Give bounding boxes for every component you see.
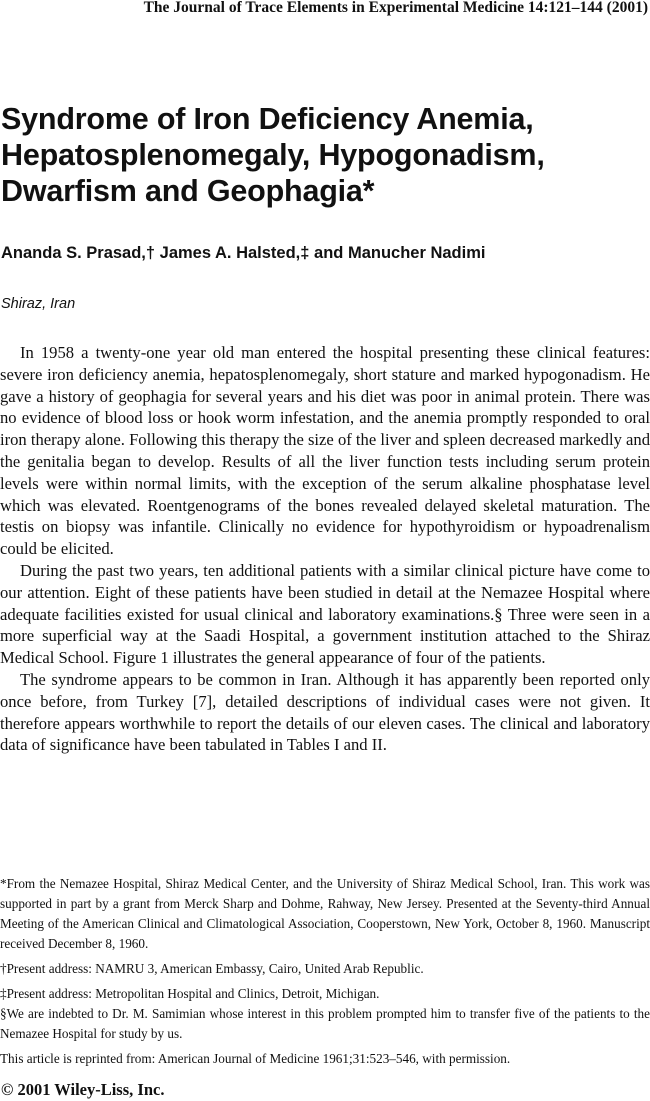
title-line: Hepatosplenomegaly, Hypogonadism,	[1, 138, 545, 172]
body-paragraph: In 1958 a twenty-one year old man entered the hospital presenting these clinical features: severe iron deficiency anemia, hepatosplenomegaly, short stature and marked hypogonadism. He gave a history of geophagia for several years and his diet was poor in animal protein. There was no evidence of blood loss or hook worm infestation, and the anemia promptly responded to oral iron therapy alone. Following this therapy the size of the liver and spleen decreased markedly and the genitalia began to develop. Results of all the liver function tests including serum protein levels were within normal limits, with the exception of the serum alkaline phosphatase level which was elevated. Roentgenograms of the bones revealed delayed skeletal maturation. The testis on biopsy was infantile. Clinically no evidence for hypothyroidism or hypoadrenalism could be elicited.	[0, 343, 650, 559]
footnote-section: §We are indebted to Dr. M. Samimian whose interest in this problem prompted him to transfer five of the patients to the Nemazee Hospital for study by us.	[0, 1006, 650, 1041]
footnote-reprint: This article is reprinted from: American Journal of Medicine 1961;31:523–546, with permission.	[0, 1051, 511, 1066]
footnotes	[0, 874, 650, 1069]
author-list: Ananda S. Prasad,† James A. Halsted,‡ and Manucher Nadimi	[1, 244, 486, 262]
footnote-funding: *From the Nemazee Hospital, Shiraz Medical Center, and the University of Shiraz Medical School, Iran. This work was supported in part by a grant from Merck Sharp and Dohme, Rahway, New Jersey. Presented at the Seventy-third Annual Meeting of the American Clinical and Climatological Association, Cooperstown, New York, October 8, 1960. Manuscript received December 8, 1960.	[0, 876, 650, 951]
body-paragraph: The syndrome appears to be common in Iran. Although it has apparently been reported only once before, from Turkey [7], detailed descriptions of individual cases were not given. It therefore appears worthwhile to report the details of our eleven cases. The clinical and laboratory data of significance have been tabulated in Tables I and II.	[0, 669, 650, 755]
copyright-notice: © 2001 Wiley-Liss, Inc.	[1, 1080, 165, 1099]
body-paragraph: During the past two years, ten additional patients with a similar clinical picture have come to our attention. Eight of these patients have been studied in detail at the Nemazee Hospital where adequate facilities existed for usual clinical and laboratory examinations.§ Three were seen in a more superficial way at the Saadi Hospital, a government institution attached to the Shiraz Medical School. Figure 1 illustrates the general appearance of four of the patients.	[0, 560, 650, 668]
affiliation: Shiraz, Iran	[1, 296, 76, 312]
footnote-double-dagger: ‡Present address: Metropolitan Hospital and Clinics, Detroit, Michigan.	[0, 986, 380, 1001]
title-line: Dwarfism and Geophagia*	[1, 174, 375, 208]
title-line: Syndrome of Iron Deficiency Anemia,	[1, 102, 534, 136]
article-title	[1, 101, 641, 209]
article-body	[0, 342, 650, 756]
running-header: The Journal of Trace Elements in Experimental Medicine 14:121–144 (2001)	[143, 0, 648, 16]
footnote-dagger: †Present address: NAMRU 3, American Embassy, Cairo, United Arab Republic.	[0, 961, 424, 976]
